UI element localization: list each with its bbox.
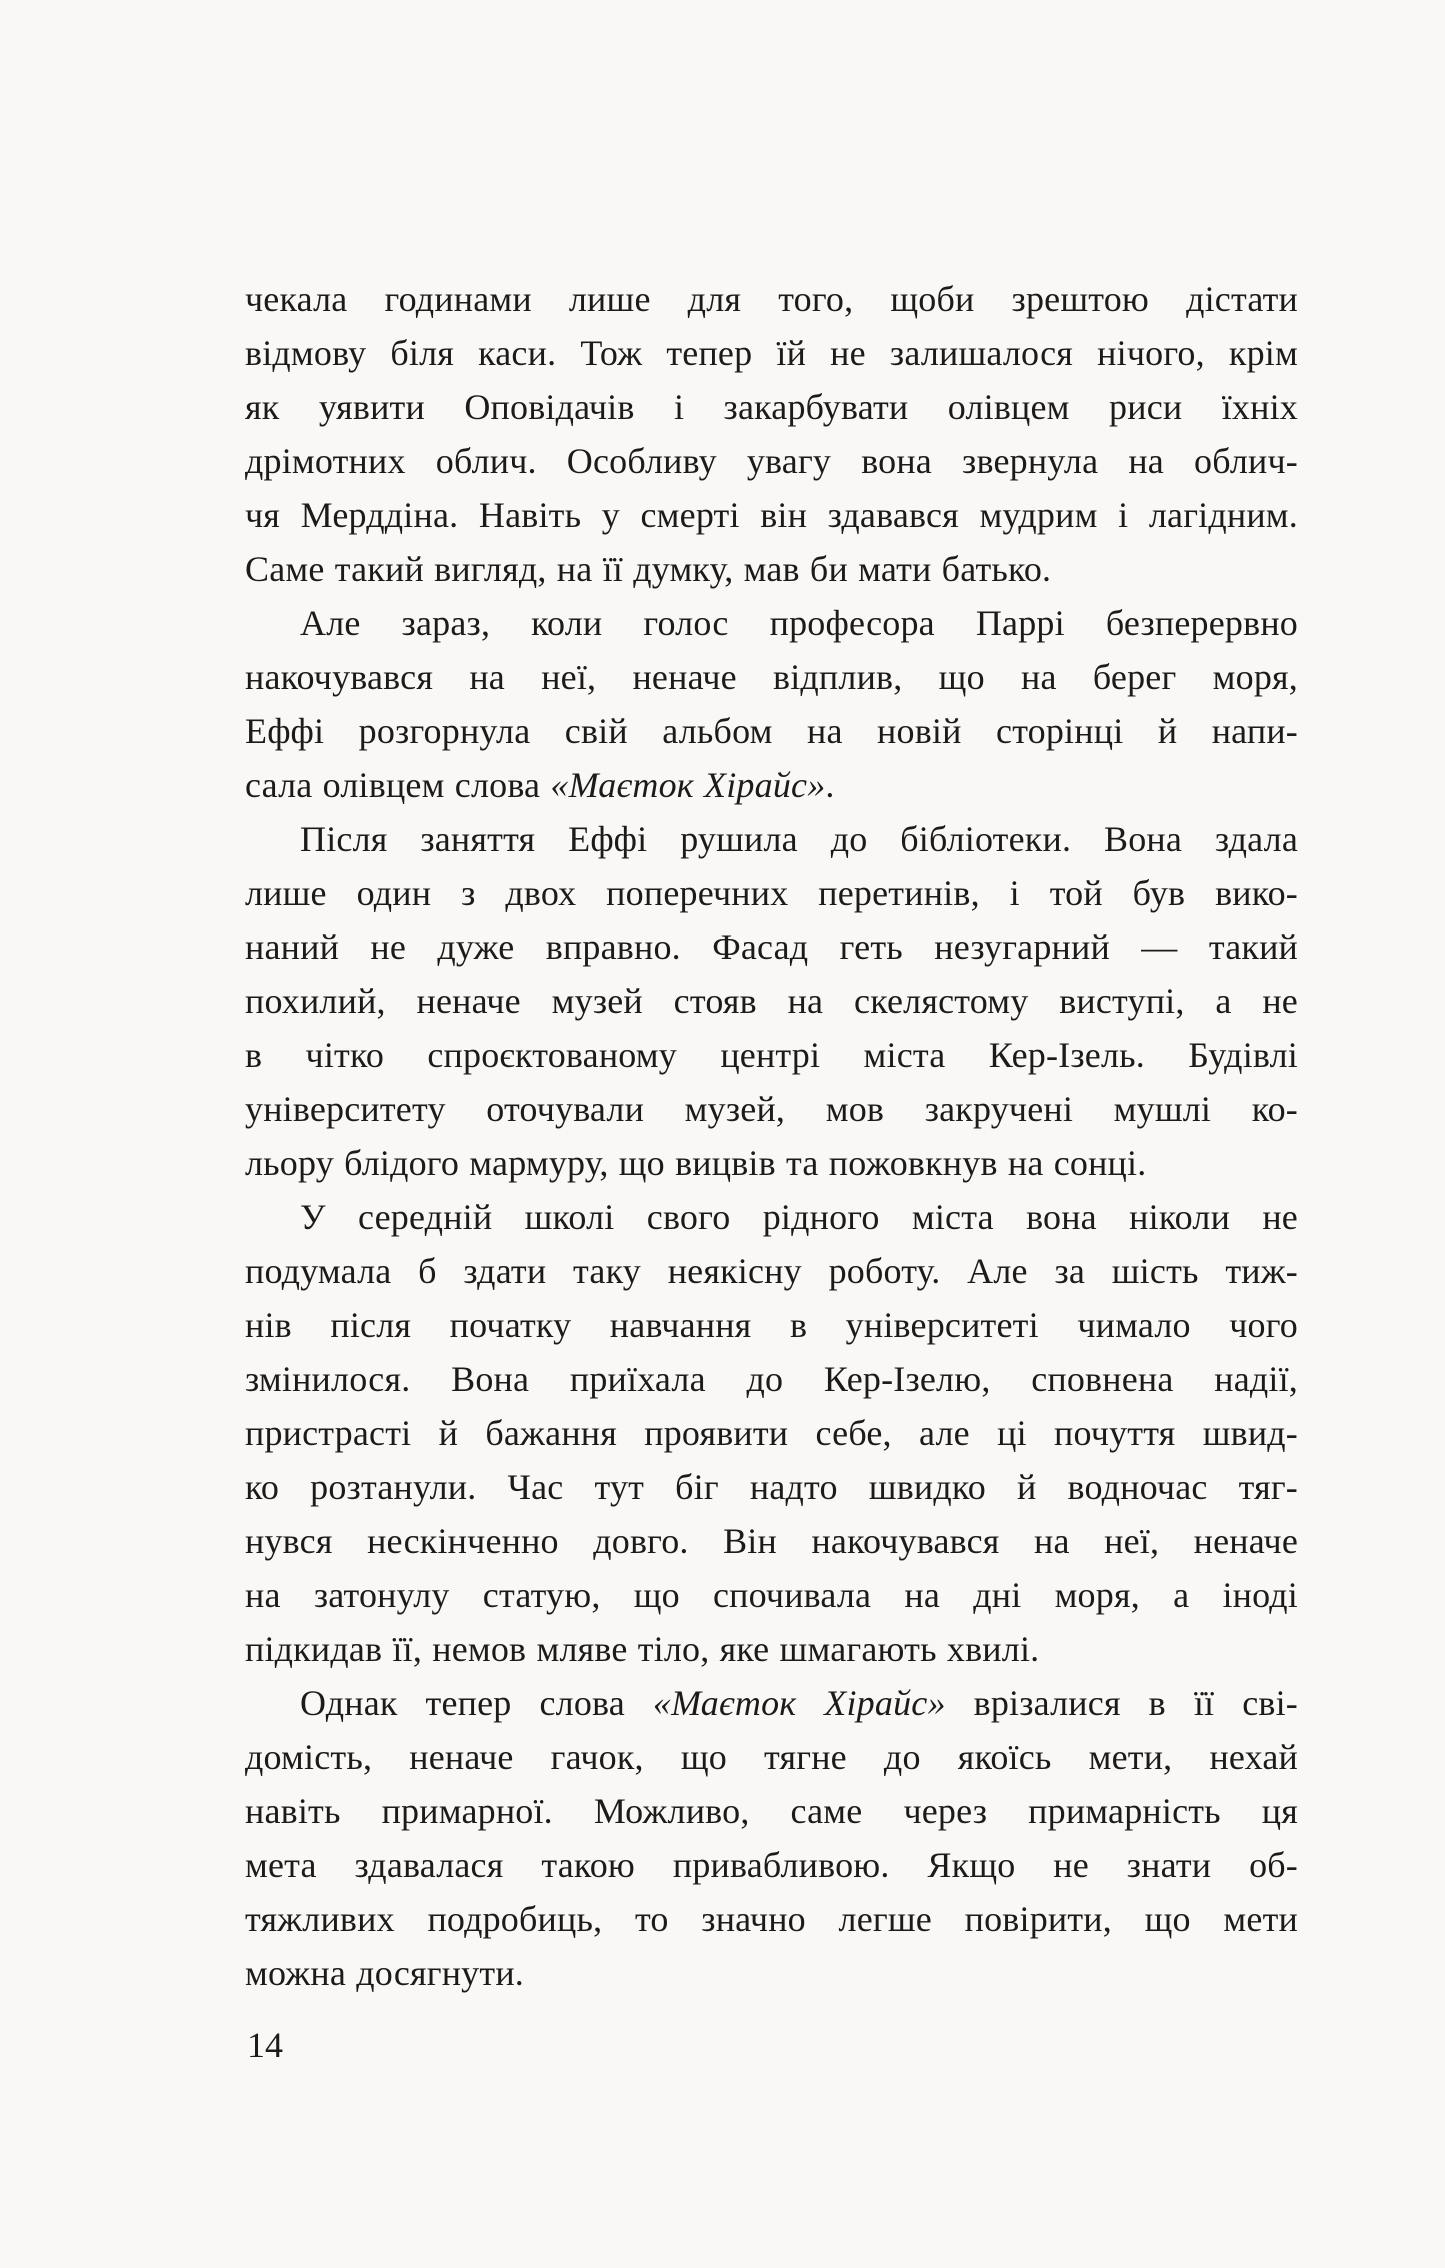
text-line-7	[245, 596, 1298, 650]
text-line-10	[245, 758, 1298, 812]
page-number: 14	[247, 2025, 283, 2065]
text-segment: змінилося. Вона приїхала до Кер-Ізелю, сповнена надії,	[245, 1359, 1298, 1399]
text-segment: чекала годинами лише для того, щоби зрештою дістати	[245, 279, 1298, 319]
text-segment: домість, неначе гачок, що тягне до якоїсь мети, нехай	[245, 1737, 1298, 1777]
text-segment: нів після початку навчання в університеті чимало чого	[245, 1305, 1298, 1345]
text-line-22	[245, 1406, 1298, 1460]
text-line-19	[245, 1244, 1298, 1298]
text-segment: дрімотних облич. Особливу увагу вона звернула на облич-	[245, 441, 1298, 481]
text-line-20	[245, 1298, 1298, 1352]
text-line-29	[245, 1784, 1298, 1838]
text-segment: навіть примарної. Можливо, саме через примарність ця	[245, 1791, 1298, 1831]
italic-text-segment: «Маєток Хірайс»	[652, 1683, 946, 1723]
text-line-16	[245, 1082, 1298, 1136]
text-line-26	[245, 1622, 1298, 1676]
text-line-31	[245, 1892, 1298, 1946]
text-segment: пристрасті й бажання проявити себе, але ці почуття швид-	[245, 1413, 1298, 1453]
text-segment: Але зараз, коли голос професора Паррі безперервно	[300, 603, 1298, 643]
text-segment: чя Мерддіна. Навіть у смерті він здавався мудрим і лагідним.	[245, 495, 1298, 535]
text-segment: льору блідого мармуру, що вицвів та пожовкнув на сонці.	[245, 1143, 1147, 1183]
text-segment: Після заняття Еффі рушила до бібліотеки. Вона здала	[300, 819, 1298, 859]
text-line-8	[245, 650, 1298, 704]
text-segment: наний не дуже вправно. Фасад геть незугарний — такий	[245, 927, 1298, 967]
text-segment: тяжливих подробиць, то значно легше повірити, що мети	[245, 1899, 1298, 1939]
text-line-1	[245, 272, 1298, 326]
text-line-12	[245, 866, 1298, 920]
text-line-23	[245, 1460, 1298, 1514]
text-segment: можна досягнути.	[245, 1953, 524, 1993]
text-segment: У середній школі свого рідного міста вона ніколи не	[300, 1197, 1298, 1237]
text-segment: Еффі розгорнула свій альбом на новій сторінці й напи-	[245, 711, 1298, 751]
text-segment: похилий, неначе музей стояв на скелястому виступі, а не	[245, 981, 1298, 1021]
text-line-3	[245, 380, 1298, 434]
text-segment: Однак тепер слова	[300, 1683, 653, 1723]
text-segment: в чітко спроєктованому центрі міста Кер-Ізель. Будівлі	[245, 1035, 1298, 1075]
text-segment: нувся нескінченно довго. Він накочувався на неї, неначе	[245, 1521, 1298, 1561]
text-line-2	[245, 326, 1298, 380]
text-segment: мета здавалася такою привабливою. Якщо не знати об-	[245, 1845, 1298, 1885]
text-segment: лише один з двох поперечних перетинів, і той був вико-	[245, 873, 1298, 913]
text-line-24	[245, 1514, 1298, 1568]
text-line-11	[245, 812, 1298, 866]
text-segment: Саме такий вигляд, на її думку, мав би мати батько.	[245, 549, 1052, 589]
text-line-30	[245, 1838, 1298, 1892]
text-segment: відмову біля каси. Тож тепер їй не залишалося нічого, крім	[245, 333, 1298, 373]
text-line-15	[245, 1028, 1298, 1082]
text-line-5	[245, 488, 1298, 542]
text-line-32	[245, 1946, 1298, 2000]
text-segment: на затонулу статую, що спочивала на дні моря, а іноді	[245, 1575, 1298, 1615]
text-line-27	[245, 1676, 1298, 1730]
text-segment: .	[825, 765, 835, 805]
text-segment: врізалися в її сві-	[945, 1683, 1298, 1723]
text-line-9	[245, 704, 1298, 758]
text-line-28	[245, 1730, 1298, 1784]
text-line-21	[245, 1352, 1298, 1406]
text-segment: як уявити Оповідачів і закарбувати олівцем риси їхніх	[245, 387, 1298, 427]
text-line-6	[245, 542, 1298, 596]
text-line-4	[245, 434, 1298, 488]
text-line-17	[245, 1136, 1298, 1190]
text-segment: ко розтанули. Час тут біг надто швидко й водночас тяг-	[245, 1467, 1298, 1507]
text-segment: сала олівцем слова	[245, 765, 551, 805]
text-segment: подумала б здати таку неякісну роботу. Але за шість тиж-	[245, 1251, 1298, 1291]
text-line-14	[245, 974, 1298, 1028]
page-text	[245, 272, 1298, 2000]
text-segment: накочувався на неї, неначе відплив, що на берег моря,	[245, 657, 1298, 697]
text-line-25	[245, 1568, 1298, 1622]
text-segment: університету оточували музей, мов закручені мушлі ко-	[245, 1089, 1298, 1129]
text-line-18	[245, 1190, 1298, 1244]
text-segment: підкидав її, немов мляве тіло, яке шмагають хвилі.	[245, 1629, 1040, 1669]
italic-text-segment: «Маєток Хірайс»	[550, 765, 826, 805]
text-line-13	[245, 920, 1298, 974]
